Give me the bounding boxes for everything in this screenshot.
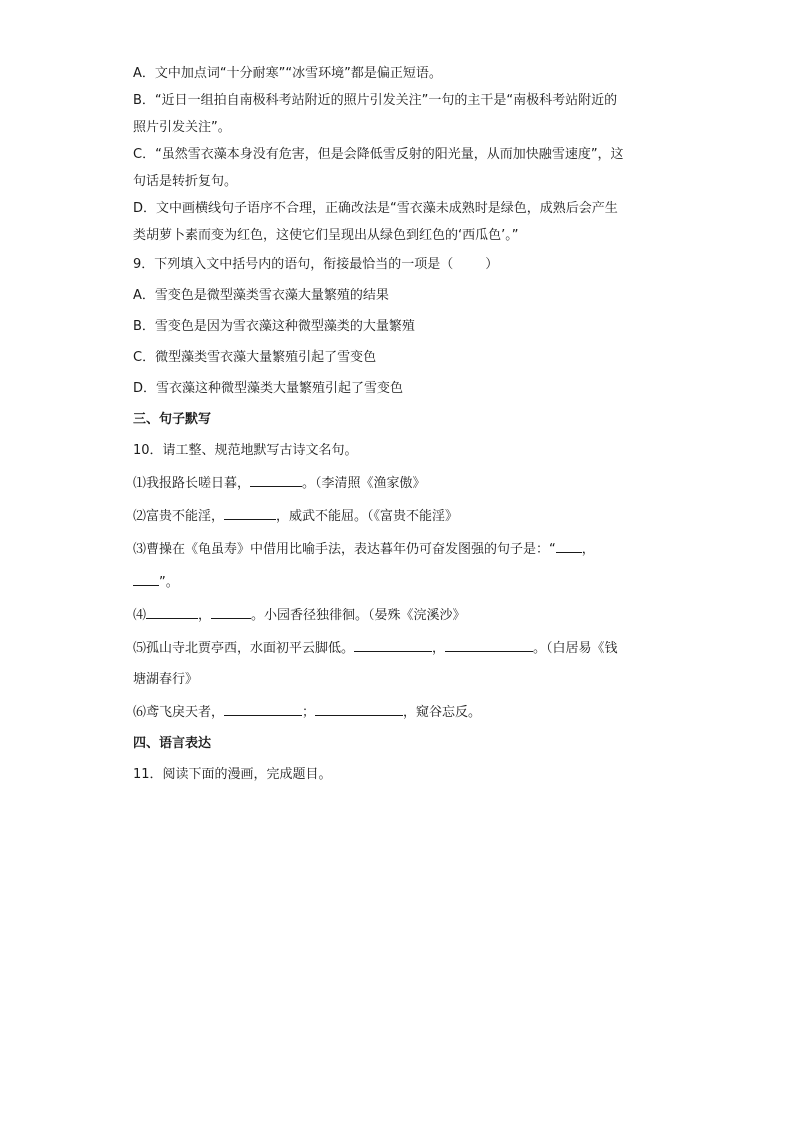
q10-item-1-text: ⑴我报路长嗟日暮， (133, 476, 251, 491)
q9-option-b: B．雪变色是因为雪衣藻这种微型藻类的大量繁殖 (133, 319, 415, 334)
q10-item-5-line2: 塘湖春行》 (133, 672, 199, 687)
q10-item-2 (133, 507, 668, 525)
q9-stem-text: 9．下列填入文中括号内的语句，衔接最恰当的一项是（ (133, 257, 454, 272)
q10-item-1-source: 。（李清照《渔家傲》 (302, 476, 426, 491)
answer-blank (224, 507, 276, 520)
q10-stem: 10．请工整、规范地默写古诗文名句。 (133, 443, 358, 458)
q8-option-b-line2: 照片引发关注”。 (133, 120, 231, 135)
q8-option-d-line2: 类胡萝卜素而变为红色，这使它们呈现出从绿色到红色的‘西瓜色’。” (133, 228, 519, 243)
q9-option-c: C．微型藻类雪衣藻大量繁殖引起了雪变色 (133, 350, 377, 365)
q10-item-3-line1 (133, 540, 668, 558)
q10-item-3-text: ⑶曹操在《龟虽寿》中借用比喻手法，表达暮年仍可奋发图强的句子是：“ (133, 542, 556, 557)
q10-item-3-comma: ， (581, 542, 595, 557)
q9-stem-close: ） (485, 257, 499, 272)
section-3-title: 三、句子默写 (133, 412, 212, 427)
q10-item-5-line1 (133, 639, 668, 657)
q8-option-a: A．文中加点词“十分耐寒”“冰雪环境”都是偏正短语。 (133, 66, 442, 81)
answer-blank (224, 703, 302, 716)
q10-item-1 (133, 474, 668, 492)
answer-blank (445, 639, 533, 652)
q10-item-6-semicolon: ； (302, 705, 316, 720)
section-3 (133, 412, 668, 721)
section-4 (133, 736, 668, 783)
q10-item-5-source: 。（白居易《钱 (533, 641, 618, 656)
q10-item-6-end: ，窥谷忘反。 (403, 705, 482, 720)
q10-item-5-text: ⑸孤山寺北贾亭西，水面初平云脚低。 (133, 641, 355, 656)
q10-item-4-comma: ， (198, 608, 212, 623)
q8-option-d-line1: D．文中画横线句子语序不合理，正确改法是“雪衣藻未成熟时是绿色，成熟后会产生 (133, 201, 618, 216)
q10-item-2-source: ，威武不能屈。（《富贵不能淫》 (276, 509, 459, 524)
q8-option-c-line2: 句话是转折复句。 (133, 174, 238, 189)
q10-item-4 (133, 606, 668, 624)
document-content (133, 66, 668, 783)
answer-blank (250, 474, 302, 487)
q8-option-c-line1: C．“虽然雪衣藻本身没有危害，但是会降低雪反射的阳光量，从而加快融雪速度”，这 (133, 147, 624, 162)
q10-item-4-number: ⑷ (133, 608, 147, 623)
q8-option-b-line1: B．“近日一组拍自南极科考站附近的照片引发关注”一句的主干是“南极科考站附近的 (133, 93, 618, 108)
answer-blank (211, 606, 251, 619)
q10-item-2-text: ⑵富贵不能淫， (133, 509, 225, 524)
q8-options (133, 66, 668, 244)
q11-stem: 11．阅读下面的漫画，完成题目。 (133, 767, 332, 782)
q9-option-a: A．雪变色是微型藻类雪衣藻大量繁殖的结果 (133, 288, 389, 303)
q10-item-4-text: 。小园香径独徘徊。（晏殊《浣溪沙》 (251, 608, 466, 623)
q9-stem (133, 257, 668, 273)
q10-item-5-comma: ， (432, 641, 446, 656)
answer-blank (133, 573, 159, 586)
answer-blank (354, 639, 432, 652)
q10-item-3-end: ”。 (159, 575, 179, 590)
answer-blank (315, 703, 403, 716)
q9-block (133, 257, 668, 397)
section-4-title: 四、语言表达 (133, 736, 212, 751)
answer-blank (146, 606, 198, 619)
answer-blank (556, 540, 582, 553)
q10-item-6-text: ⑹鸢飞戾天者， (133, 705, 225, 720)
q9-option-d: D．雪衣藻这种微型藻类大量繁殖引起了雪变色 (133, 381, 404, 396)
q10-item-3-line2 (133, 573, 668, 591)
q10-item-6 (133, 703, 668, 721)
